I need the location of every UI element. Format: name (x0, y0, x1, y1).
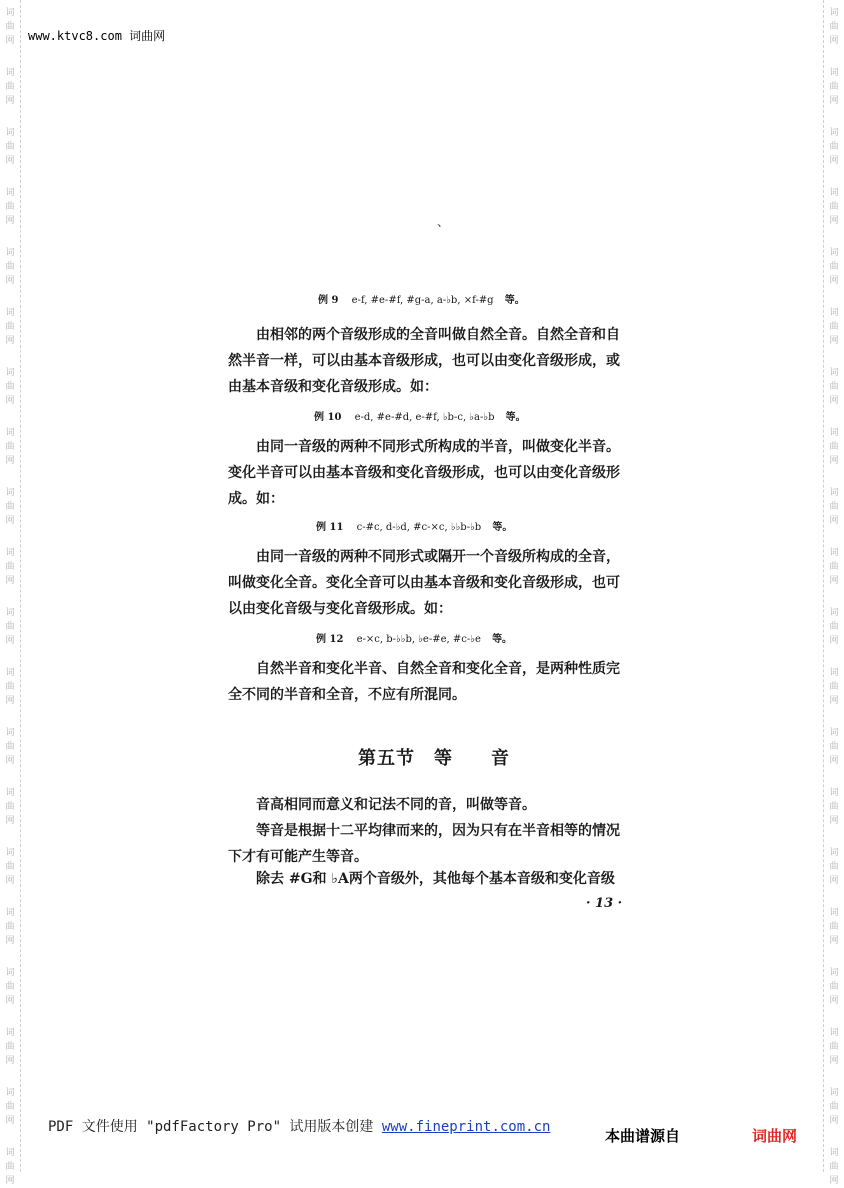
footer-pdf-note (48, 1116, 550, 1136)
margin-watermark: 词 曲 网 (829, 128, 839, 166)
margin-watermark: 词 曲 网 (5, 1028, 15, 1066)
margin-watermark: 词 曲 网 (5, 608, 15, 646)
example-12 (316, 630, 522, 645)
source-label: 本曲谱源自 (605, 1127, 681, 1145)
paragraph-chromatic-whole-tone: 由同一音级的两种不同形式或隔开一个音级所构成的全音，叫做变化全音。变化全音可以由基本音级和变化音级形成，也可以由变化音级与变化音级形成。如： (228, 549, 620, 617)
paragraph-enharmonic-except: 除去 #G和 ♭A两个音级外，其他每个基本音级和变化音级 (256, 871, 615, 887)
margin-watermark: 词 曲 网 (5, 368, 15, 406)
margin-watermark: 词 曲 网 (5, 908, 15, 946)
example-notes: e-×c, b-♭♭b, ♭e-#e, #c-♭e (356, 634, 481, 645)
margin-watermark: 词 曲 网 (829, 728, 839, 766)
example-suffix: 等。 (505, 412, 526, 423)
margin-watermark: 词 曲 网 (5, 8, 15, 46)
page-number: · 13 · (586, 896, 623, 911)
margin-watermark: 词 曲 网 (829, 908, 839, 946)
paragraph-enharmonic-definition: 音高相同而意义和记法不同的音，叫做等音。 (256, 797, 536, 813)
margin-watermark: 词 曲 网 (5, 248, 15, 286)
margin-watermark: 词 曲 网 (829, 608, 839, 646)
example-suffix: 等。 (492, 522, 513, 533)
margin-watermark: 词 曲 网 (829, 308, 839, 346)
margin-watermark: 词 曲 网 (829, 188, 839, 226)
example-11 (316, 518, 522, 533)
example-notes: e-f, #e-#f, #g-a, a-♭b, ×f-#g (351, 295, 494, 306)
margin-watermark: 词 曲 网 (829, 248, 839, 286)
source-site-link[interactable]: 词曲网 (752, 1127, 798, 1145)
margin-watermark: 词 曲 网 (829, 1028, 839, 1066)
margin-watermark: 词 曲 网 (829, 428, 839, 466)
margin-watermark: 词 曲 网 (5, 548, 15, 586)
paragraph-enharmonic-origin: 等音是根据十二平均律而来的，因为只有在半音相等的情况下才有可能产生等音。 (228, 823, 620, 865)
margin-watermark: 词 曲 网 (829, 8, 839, 46)
margin-watermark: 词 曲 网 (5, 728, 15, 766)
margin-watermark: 词 曲 网 (5, 488, 15, 526)
margin-watermark: 词 曲 网 (829, 1148, 839, 1186)
paragraph-natural-whole-tone: 由相邻的两个音级形成的全音叫做自然全音。自然全音和自然半音一样，可以由基本音级形成，也可以由变化音级形成，或由基本音级和变化音级形成。如： (228, 327, 620, 395)
margin-watermark: 词 曲 网 (829, 848, 839, 886)
paragraph-chromatic-semitone: 由同一音级的两种不同形式所构成的半音，叫做变化半音。变化半音可以由基本音级和变化音级形成，也可以由变化音级形成。如： (228, 439, 620, 507)
margin-watermark: 词 曲 网 (829, 668, 839, 706)
example-label: 例 10 (314, 412, 342, 423)
footer-pdf-link[interactable]: www.fineprint.com.cn (381, 1119, 551, 1135)
margin-watermark: 词 曲 网 (5, 428, 15, 466)
margin-watermark: 词 曲 网 (5, 968, 15, 1006)
example-10 (314, 408, 536, 423)
example-label: 例 12 (316, 634, 344, 645)
margin-watermark: 词 曲 网 (5, 128, 15, 166)
margin-watermark: 词 曲 网 (829, 968, 839, 1006)
example-notes: e-d, #e-#d, e-#f, ♭b-c, ♭a-♭b (354, 412, 495, 423)
margin-watermark: 词 曲 网 (5, 188, 15, 226)
example-9 (318, 291, 535, 306)
paragraph-distinction: 自然半音和变化半音、自然全音和变化全音，是两种性质完全不同的半音和全音，不应有所混同。 (228, 661, 620, 703)
margin-watermark: 词 曲 网 (829, 1088, 839, 1126)
stray-mark: 、 (437, 215, 450, 229)
left-margin-strip (0, 0, 21, 1186)
section-title: 第五节 等 音 (358, 748, 510, 769)
example-label: 例 11 (316, 522, 344, 533)
margin-watermark: 词 曲 网 (5, 308, 15, 346)
margin-watermark: 词 曲 网 (829, 68, 839, 106)
margin-watermark: 词 曲 网 (829, 368, 839, 406)
margin-watermark: 词 曲 网 (829, 788, 839, 826)
footer-pdf-text: PDF 文件使用 "pdfFactory Pro" 试用版本创建 (48, 1119, 374, 1135)
margin-watermark: 词 曲 网 (829, 548, 839, 586)
margin-watermark: 词 曲 网 (5, 68, 15, 106)
header-site-link[interactable]: www.ktvc8.com 词曲网 (28, 29, 166, 43)
margin-watermark: 词 曲 网 (5, 668, 15, 706)
margin-watermark: 词 曲 网 (829, 488, 839, 526)
margin-watermark: 词 曲 网 (5, 788, 15, 826)
margin-watermark: 词 曲 网 (5, 1148, 15, 1186)
example-suffix: 等。 (504, 295, 525, 306)
right-margin-strip (823, 0, 844, 1186)
margin-watermark: 词 曲 网 (5, 1088, 15, 1126)
example-suffix: 等。 (492, 634, 513, 645)
margin-watermark: 词 曲 网 (5, 848, 15, 886)
example-notes: c-#c, d-♭d, #c-×c, ♭♭b-♭b (356, 522, 482, 533)
example-label: 例 9 (318, 295, 339, 306)
